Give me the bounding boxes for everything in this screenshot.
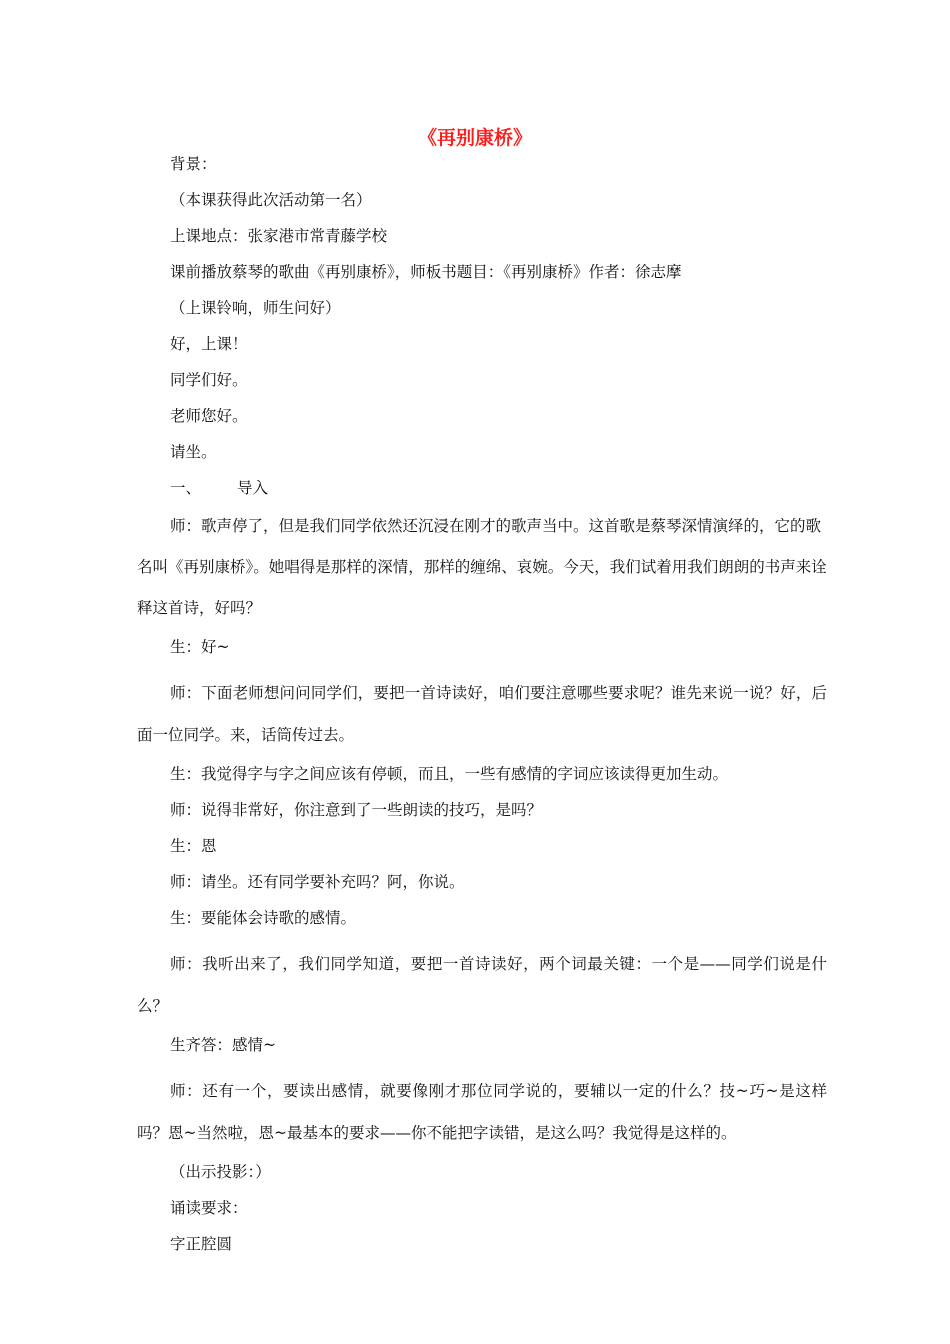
text-line-background: 背景： (170, 155, 217, 173)
text-line-bell: （上课铃响，师生问好） (170, 299, 341, 317)
dialogue-line: 生：我觉得字与字之间应该有停顿，而且，一些有感情的字词应该读得更加生动。 (170, 765, 729, 783)
document-title: 《再别康桥》 (417, 127, 532, 149)
text-line-projection: （出示投影：） (170, 1163, 271, 1181)
text-line-greeting-2: 同学们好。 (170, 371, 248, 389)
text-line-greeting-1: 好，上课！ (170, 335, 248, 353)
dialogue-line: 师：请坐。还有同学要补充吗？阿，你说。 (170, 873, 465, 891)
text-line-requirement-item: 字正腔圆 (170, 1235, 233, 1253)
paragraph-technique: 师：还有一个，要读出感情，就要像刚才那位同学说的，要辅以一定的什么？技~巧~是这样吗？恩~当然啦，恩~最基本的要求——你不能把字读错，是这么吗？我觉得是这样的。 (137, 1082, 827, 1142)
dialogue-line: 师：说得非常好，你注意到了一些朗读的技巧，是吗？ (170, 801, 543, 819)
paragraph-key-words: 师：我听出来了，我们同学知道，要把一首诗读好，两个词最关键：一个是——同学们说是什么？ (137, 955, 827, 1015)
section-heading (137, 470, 827, 506)
text-line-chorus-answer: 生齐答：感情~ (170, 1036, 276, 1054)
text-line-pre-class: 课前播放蔡琴的歌曲《再别康桥》，师板书题目：《再别康桥》作者：徐志摩 (170, 263, 682, 281)
text-line-student-reply: 生：好~ (170, 638, 230, 656)
document-body (137, 146, 827, 1262)
text-line-location: 上课地点：张家港市常青藤学校 (170, 227, 388, 245)
paragraph-question: 师：下面老师想问问同学们，要把一首诗读好，咱们要注意哪些要求呢？谁先来说一说？好，后面一位同学。来，话筒传过去。 (137, 684, 827, 744)
text-line-requirements: 诵读要求： (170, 1199, 248, 1217)
text-line-sit-down: 请坐。 (170, 443, 217, 461)
dialogue-line: 生：恩 (170, 837, 217, 855)
dialogue-line: 生：要能体会诗歌的感情。 (170, 909, 357, 927)
section-number: 一、 (170, 479, 202, 497)
text-line-greeting-3: 老师您好。 (170, 407, 248, 425)
paragraph-intro: 师：歌声停了，但是我们同学依然还沉浸在刚才的歌声当中。这首歌是蔡琴深情演绎的，它的歌名叫《再别康桥》。她唱得是那样的深情，那样的缠绵、哀婉。今天，我们试着用我们朗朗的书声来诠释这首诗，好吗？ (137, 517, 827, 617)
text-line-award: （本课获得此次活动第一名） (170, 191, 372, 209)
section-title: 导入 (237, 479, 269, 497)
